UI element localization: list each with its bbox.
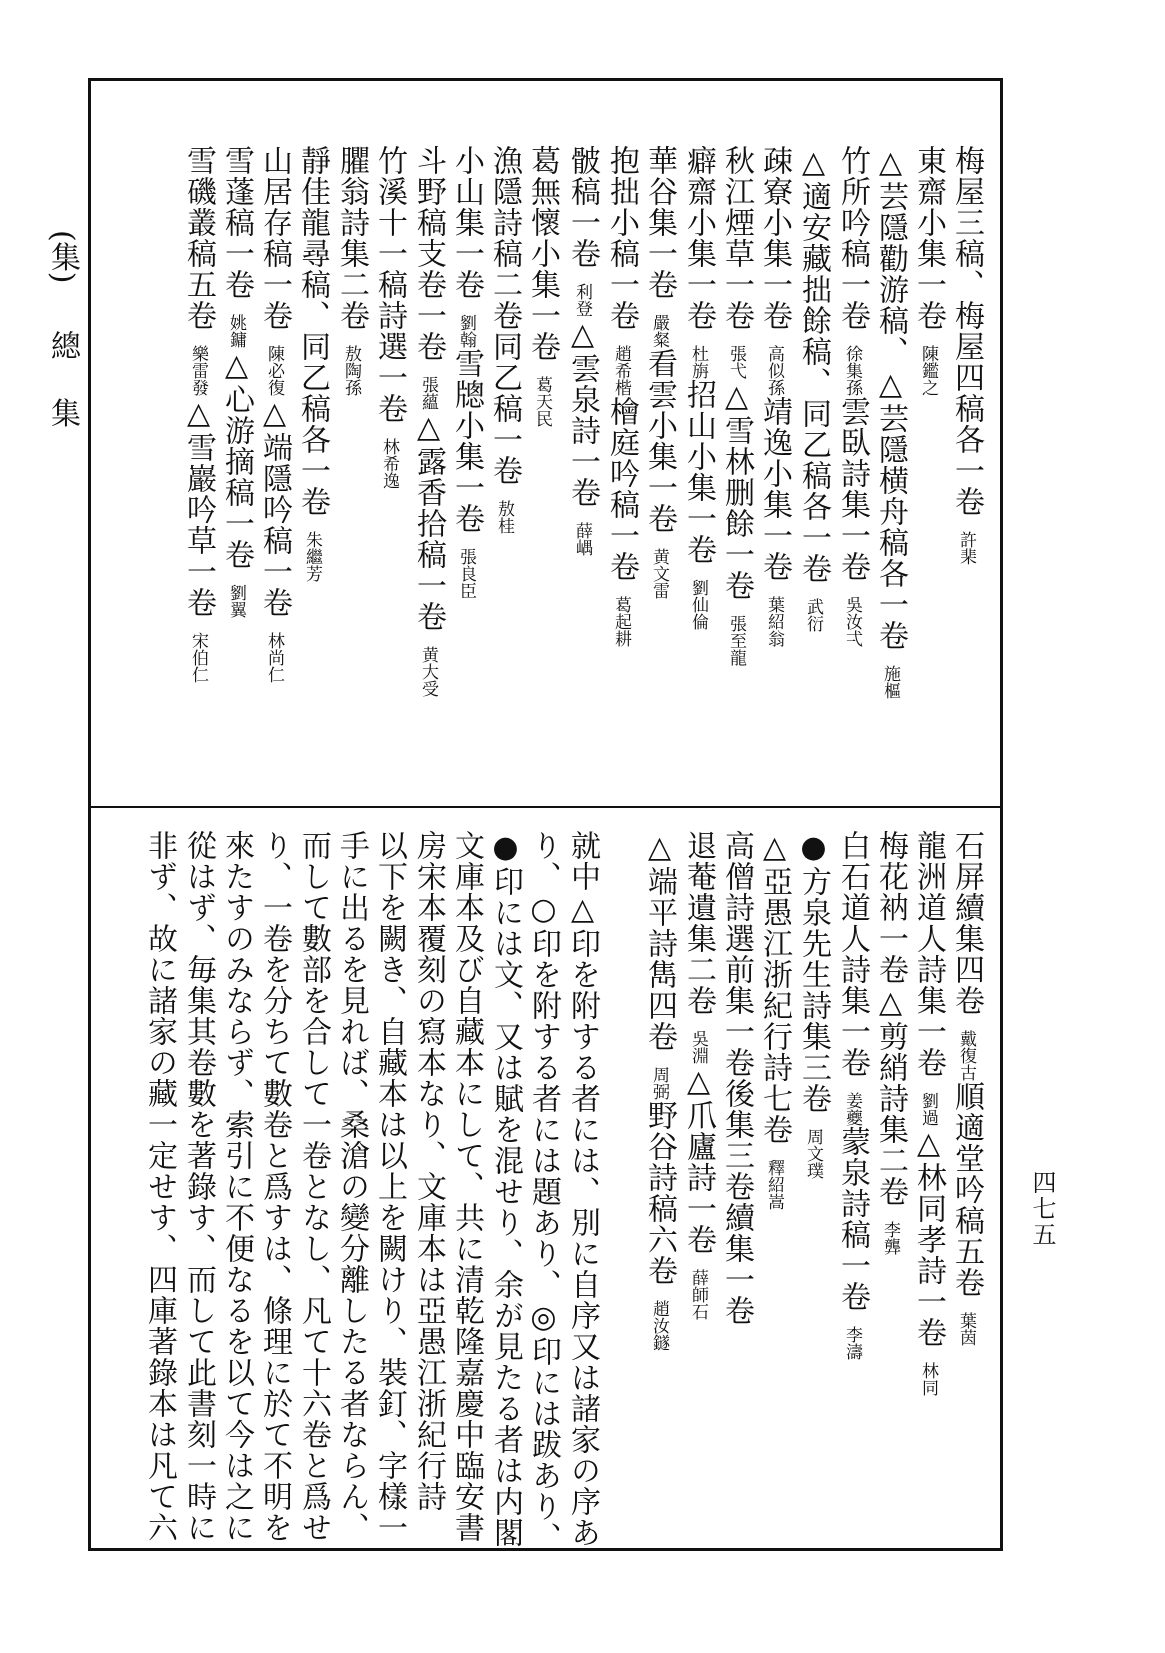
section-divider: [88, 806, 1003, 808]
author: 敖陶孫: [341, 345, 361, 396]
author: 張蘊: [418, 376, 438, 410]
title: 高僧詩選前集一卷後集三卷續集一卷: [719, 830, 754, 1326]
upper-column: [450, 145, 482, 599]
lower-column: [874, 830, 906, 1255]
author: 陳鑑之: [918, 345, 938, 396]
author: 高似孫: [764, 345, 784, 396]
author: 李濤: [842, 1326, 862, 1360]
lower-column: [758, 830, 790, 1210]
note-line: 非ず、故に諸家の藏一定せす、四庫著錄本は凡て六: [142, 830, 177, 1543]
title: 靖逸小集一卷: [757, 396, 792, 582]
note-line: 文庫本及び自藏本にして、共に清乾隆嘉慶中臨安書: [449, 830, 484, 1543]
upper-column: [373, 145, 405, 489]
author: 葛起耕: [611, 596, 631, 647]
upper-column: [758, 145, 790, 647]
title: △雲泉詩一卷: [565, 317, 600, 508]
lower-column: [797, 830, 829, 1179]
author: 葛天民: [532, 376, 552, 427]
title: 秋江煙草一卷: [719, 145, 754, 331]
author: 陳必復: [264, 345, 284, 396]
title: △剪綃詩集二卷: [873, 985, 908, 1207]
title: 梅花衲一卷: [873, 830, 908, 985]
title: △端隱吟稿一卷: [257, 396, 292, 618]
author: 嚴粲: [649, 314, 669, 348]
title: 順適堂吟稿五卷: [949, 1081, 984, 1298]
title: 雪蓬稿一卷: [219, 145, 254, 300]
author: 張弋: [726, 345, 746, 379]
author: 敖桂: [494, 500, 514, 534]
upper-column: [526, 145, 558, 427]
author: 釋紹嵩: [764, 1159, 784, 1210]
author: 林希逸: [379, 438, 399, 489]
title: 竹溪十一稿詩選一卷: [372, 145, 407, 424]
title: 石屏續集四卷: [949, 830, 984, 1016]
title: 檜庭吟稿一卷: [604, 396, 639, 582]
note-line: 手に出るを見れば、桑滄の變分離したる者ならん、: [334, 830, 369, 1543]
title: 蒙泉詩稿一卷: [835, 1126, 870, 1312]
author: 趙汝鐩: [649, 1300, 669, 1351]
author: 葉紹翁: [764, 596, 784, 647]
author: 薛師石: [688, 1269, 708, 1320]
author: 劉翼: [226, 584, 246, 618]
margin-section-label: (集): [45, 230, 80, 284]
note-line: 就中△印を附する者には、別に自序又は諸家の序あ: [565, 830, 600, 1548]
note-line: 來たすのみならず、索引に不便なるを以て今は之に: [219, 830, 254, 1543]
note-line: ●印には文、又は賦を混せり、余が見たる者は内閣: [488, 830, 523, 1548]
author: 吳淵: [688, 1030, 708, 1064]
title: △亞愚江浙紀行詩七卷: [757, 830, 792, 1145]
upper-column: [720, 145, 752, 666]
author: 林尚仁: [264, 632, 284, 683]
author: 林同: [918, 1362, 938, 1396]
author: 薛嵎: [572, 522, 592, 556]
note-line: り、○印を附する者には題あり、◎印には跋あり、: [526, 830, 561, 1553]
title: 骳稿一卷: [565, 145, 600, 269]
title: △芸隱勸游稿、△芸隱横舟稿各一卷: [873, 145, 908, 651]
title: △適安藏拙餘稿、同乙稿各一卷: [796, 145, 831, 584]
title: △爪廬詩一卷: [681, 1064, 716, 1255]
title: △雪林删餘一卷: [719, 379, 754, 601]
note-line: り、一卷を分ちて數卷と爲すは、條理に於て不明を: [257, 830, 292, 1543]
upper-column: [220, 145, 252, 618]
title: ●方泉先生詩集三卷: [796, 830, 831, 1114]
title: 疎寮小集一卷: [757, 145, 792, 331]
title: △端平詩雋四卷: [642, 830, 677, 1052]
title: 看雲小集一卷: [642, 348, 677, 534]
author: 李龏: [880, 1221, 900, 1255]
title: 臞翁詩集二卷: [334, 145, 369, 331]
upper-column: [912, 145, 944, 396]
page-number: 四七五: [1028, 1170, 1056, 1248]
upper-column: [643, 145, 675, 599]
author: 黄文雷: [649, 548, 669, 599]
author: 張良臣: [456, 548, 476, 599]
lower-column: [643, 830, 675, 1351]
author: 趙希楷: [611, 345, 631, 396]
author: 劉過: [918, 1092, 938, 1126]
author: 劉仙倫: [688, 579, 708, 630]
upper-column: [682, 145, 714, 630]
title: 抱拙小稿一卷: [604, 145, 639, 331]
author: 武衍: [803, 598, 823, 632]
upper-column: [296, 145, 328, 582]
author: 宋伯仁: [188, 632, 208, 683]
upper-column: [874, 145, 906, 699]
upper-column: [335, 145, 367, 396]
author: 施樞: [880, 665, 900, 699]
upper-column: [566, 145, 598, 556]
upper-column: [412, 145, 444, 697]
title: 癖齋小集一卷: [681, 145, 716, 331]
lower-column: [950, 830, 982, 1346]
title: 梅屋三稿、梅屋四稿各一卷: [949, 145, 984, 517]
title: 葛無懷小集一卷: [525, 145, 560, 362]
title: 野谷詩稿六卷: [642, 1100, 677, 1286]
title: △心游摘稿一卷: [219, 348, 254, 570]
author: 利登: [572, 283, 592, 317]
author: 張至龍: [726, 615, 746, 666]
title: 竹所吟稿一卷: [835, 145, 870, 331]
author: 吳汝弌: [842, 596, 862, 647]
lower-column: [682, 830, 714, 1320]
note-line: 以下を闕き、自藏本は以上を闕けり、裝釘、字樣一: [372, 830, 407, 1543]
author: 戴復古: [956, 1030, 976, 1081]
author: 黄大受: [418, 646, 438, 697]
title: 雪磯叢稿五卷: [181, 145, 216, 331]
title: 靜佳龍尋稿、同乙稿各一卷: [295, 145, 330, 517]
title: 雲臥詩集一卷: [835, 396, 870, 582]
author: 許棐: [956, 531, 976, 565]
upper-column: [258, 145, 290, 683]
author: 劉翰: [456, 314, 476, 348]
note-line: 房宋本覆刻の寫本なり、文庫本は亞愚江浙紀行詩: [411, 830, 446, 1512]
upper-column: [605, 145, 637, 647]
upper-column: [797, 145, 829, 632]
title: 山居存稿一卷: [257, 145, 292, 331]
lower-column: [720, 830, 752, 1326]
title: △雪巖吟草一卷: [181, 396, 216, 618]
title: 小山集一卷: [449, 145, 484, 300]
title: 白石道人詩集一卷: [835, 830, 870, 1078]
author: 周弼: [649, 1066, 669, 1100]
lower-column: [836, 830, 868, 1360]
author: 葉茵: [956, 1312, 976, 1346]
title: △林同孝詩一卷: [911, 1126, 946, 1348]
author: 周文璞: [803, 1128, 823, 1179]
title: 雪牕小集一卷: [449, 348, 484, 534]
title: 東齋小集一卷: [911, 145, 946, 331]
title: 退菴遺集二卷: [681, 830, 716, 1016]
title: 斗野稿支卷一卷: [411, 145, 446, 362]
upper-column: [950, 145, 982, 565]
title: 華谷集一卷: [642, 145, 677, 300]
author: 朱繼芳: [302, 531, 322, 582]
title: △露香拾稿一卷: [411, 410, 446, 632]
note-line: 而して數部を合して一卷となし、凡て十六卷と爲せ: [296, 830, 331, 1543]
author: 樂雷發: [188, 345, 208, 396]
title: 龍洲道人詩集一卷: [911, 830, 946, 1078]
upper-column: [182, 145, 214, 683]
title: 招山小集一卷: [681, 379, 716, 565]
author: 姜夔: [842, 1092, 862, 1126]
author: 姚鏞: [226, 314, 246, 348]
note-line: 從はず、毎集其卷數を著錄す、而して此書刻一時に: [181, 830, 216, 1543]
author: 徐集孫: [842, 345, 862, 396]
upper-column: [836, 145, 868, 647]
lower-column: [912, 830, 944, 1396]
upper-column: [488, 145, 520, 534]
title: 漁隱詩稿二卷同乙稿一卷: [487, 145, 522, 486]
author: 杜旃: [688, 345, 708, 379]
margin-title: 總 集: [45, 330, 80, 442]
